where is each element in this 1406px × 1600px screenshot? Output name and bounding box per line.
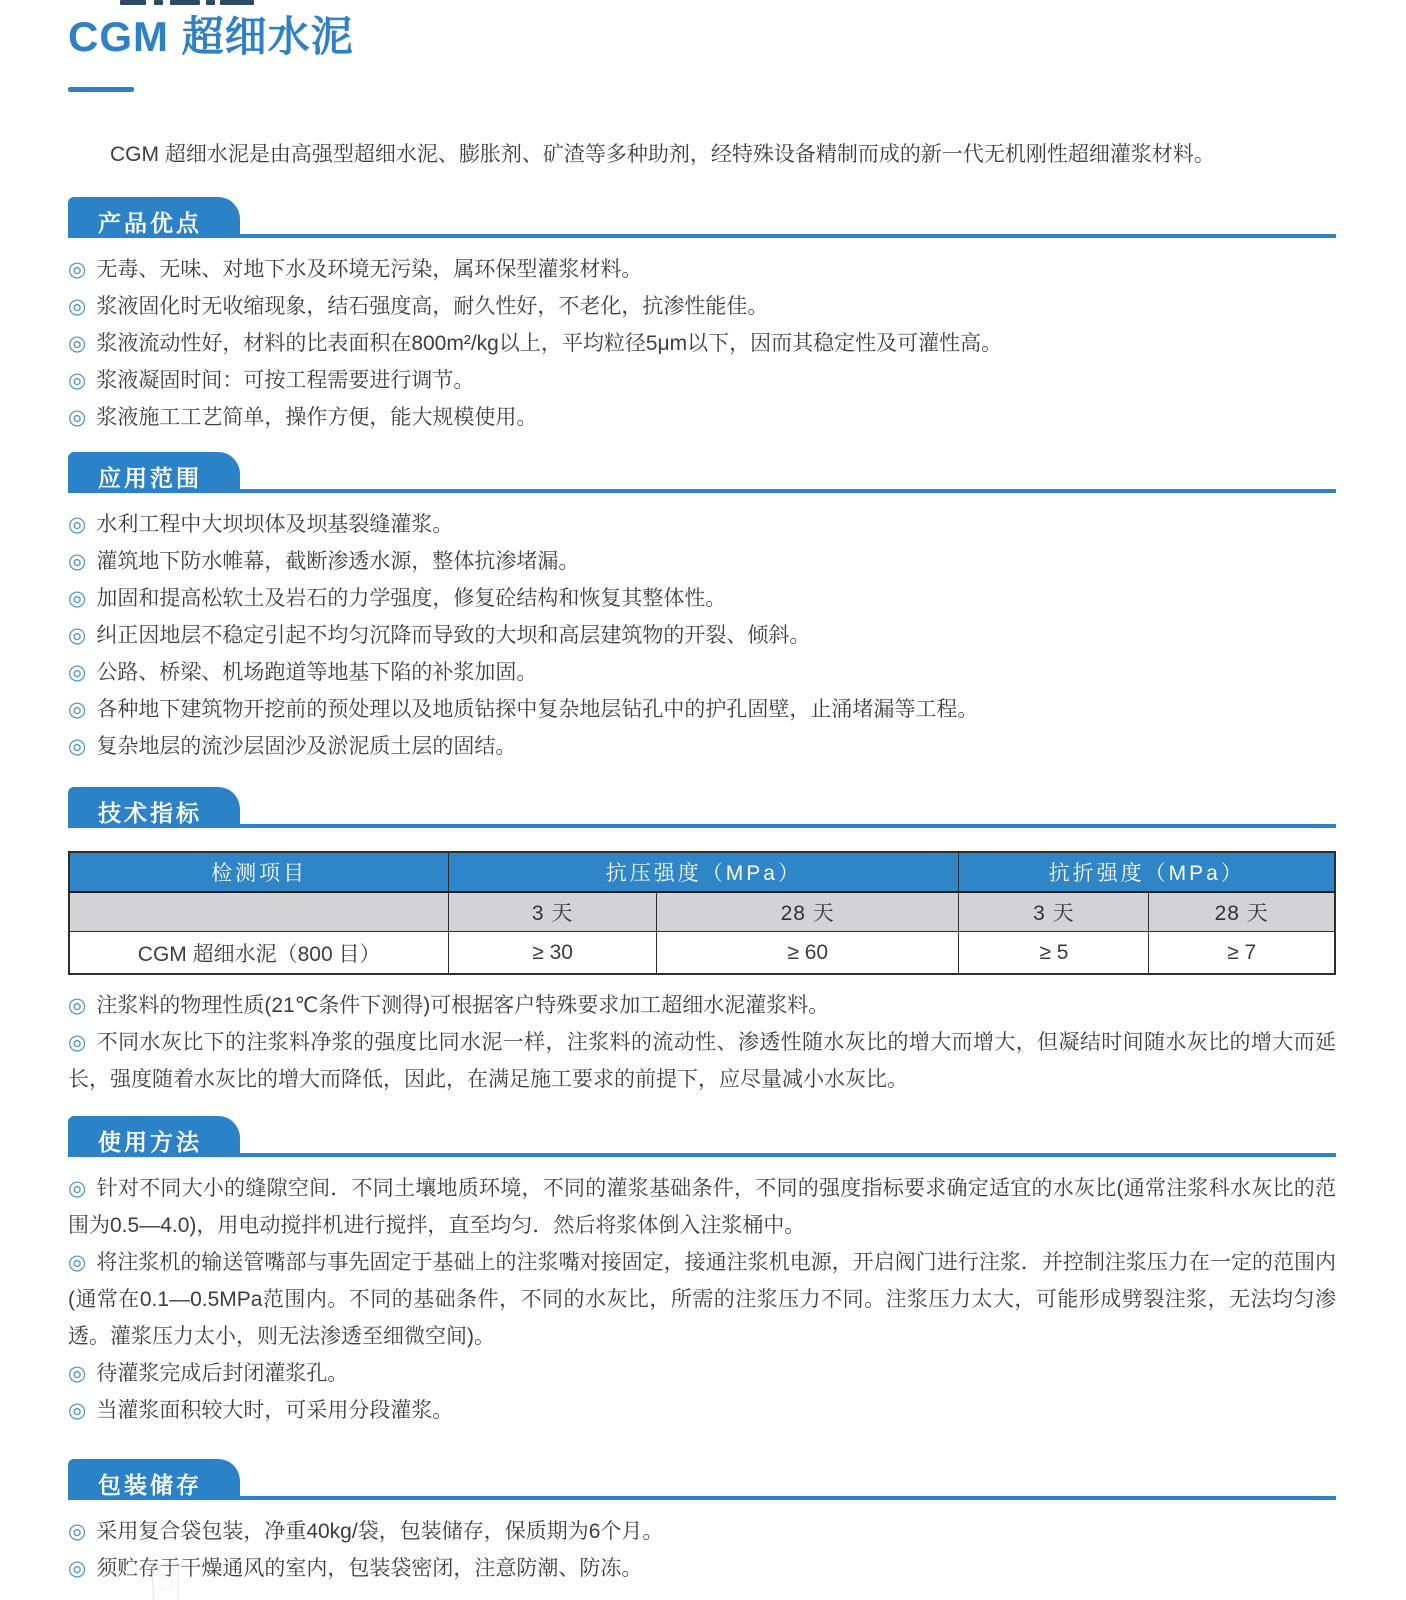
list-item-text: 须贮存于干燥通风的室内，包装袋密闭，注意防潮、防冻。 [96,1557,643,1580]
column-group-compressive: 抗压强度（MPa） [449,852,959,892]
double-circle-bullet-icon: ◎ [68,1177,87,1200]
list-item-text: 采用复合袋包装，净重40kg/袋，包装储存，保质期为6个月。 [96,1520,664,1543]
list-item-text: 浆液流动性好，材料的比表面积在800m²/kg以上，平均粒径5μm以下，因而其稳定性及可灌性高。 [96,332,1003,355]
double-circle-bullet-icon: ◎ [68,994,87,1017]
list-item-text: 浆液固化时无收缩现象，结石强度高，耐久性好，不老化，抗渗性能佳。 [96,295,769,318]
note-text: 注浆料的物理性质(21℃条件下测得)可根据客户特殊要求加工超细水泥灌浆料。 [96,994,830,1017]
double-circle-bullet-icon: ◎ [68,624,87,647]
list-item [68,1392,1336,1429]
list-item [68,399,1336,436]
double-circle-bullet-icon: ◎ [68,1031,87,1054]
section-usage-method [68,1116,1336,1429]
list-item-text: 无毒、无味、对地下水及环境无污染，属环保型灌浆材料。 [96,258,643,281]
subheader-cell: 3 天 [959,892,1149,932]
list-item [68,1244,1336,1355]
double-circle-bullet-icon: ◎ [68,1520,87,1543]
table-header-row [69,852,1335,892]
note-text: 不同水灰比下的注浆料净浆的强度比同水泥一样，注浆料的流动性、渗透性随水灰比的增大而增大，但凝结时间随水灰比的增大而延长，强度随着水灰比的增大而降低，因此，在满足施工要求的前提下，应尽量减小水灰比。 [68,1031,1336,1091]
double-circle-bullet-icon: ◎ [68,295,87,318]
column-group-flexural: 抗折强度（MPa） [959,852,1335,892]
list-item-text: 针对不同大小的缝隙空间．不同土壤地质环境，不同的灌浆基础条件，不同的强度指标要求确定适宜的水灰比(通常注浆科水灰比的范围为0.5—4.0)，用电动搅拌机进行搅拌，直至均匀．然后将浆体倒入注浆桶中。 [68,1177,1336,1237]
section-title-badge: 应用范围 [68,452,240,493]
list-item-text: 浆液施工工艺简单，操作方便，能大规模使用。 [96,406,538,429]
list-item-text: 水利工程中大坝坝体及坝基裂缝灌浆。 [96,513,454,536]
list-item [68,362,1336,399]
double-circle-bullet-icon: ◎ [68,1557,87,1580]
value-cell: ≥ 5 [959,932,1149,975]
section-product-advantages [68,197,1336,436]
list-item [68,1550,1336,1587]
list-item [68,1170,1336,1244]
value-cell: ≥ 7 [1149,932,1335,975]
subheader-empty-cell [69,892,449,932]
double-circle-bullet-icon: ◎ [68,1362,87,1385]
list-item-text: 待灌浆完成后封闭灌浆孔。 [96,1362,349,1385]
applications-list [68,506,1336,765]
double-circle-bullet-icon: ◎ [68,661,87,684]
section-header [68,787,1336,828]
spec-notes [68,987,1336,1098]
list-item [68,617,1336,654]
double-circle-bullet-icon: ◎ [68,735,87,758]
list-item-text: 各种地下建筑物开挖前的预处理以及地质钻探中复杂地层钻孔中的护孔固壁，止涌堵漏等工程。 [96,698,979,721]
section-rule [68,824,1336,828]
list-item [68,325,1336,362]
table-data-row [69,932,1335,975]
section-title-badge: 使用方法 [68,1116,240,1157]
subheader-cell: 3 天 [449,892,657,932]
cement-bag-outline-icon [138,1558,192,1600]
section-application-range [68,452,1336,765]
list-item-text: 将注浆机的输送管嘴部与事先固定于基础上的注浆嘴对接固定，接通注浆机电源，开启阀门进行注浆．并控制注浆压力在一定的范围内(通常在0.1—0.5MPa范围内。不同的基础条件，不同的水灰比，所需的注浆压力不同。注浆压力太大，可能形成劈裂注浆，无法均匀渗透。灌浆压力太小，则无法渗透至细微空间)。 [68,1251,1336,1348]
section-rule [68,234,1336,238]
section-header [68,452,1336,493]
double-circle-bullet-icon: ◎ [68,698,87,721]
section-header [68,1116,1336,1157]
value-cell: ≥ 30 [449,932,657,975]
double-circle-bullet-icon: ◎ [68,587,87,610]
section-rule [68,1153,1336,1157]
list-item-text: 灌筑地下防水帷幕，截断渗透水源，整体抗渗堵漏。 [96,550,580,573]
section-rule [68,489,1336,493]
usage-list [68,1170,1336,1429]
double-circle-bullet-icon: ◎ [68,1399,87,1422]
value-cell: ≥ 60 [656,932,959,975]
section-header [68,1459,1336,1500]
title-underline [68,87,134,92]
list-item [68,654,1336,691]
note-item [68,987,1336,1024]
subheader-cell: 28 天 [656,892,959,932]
list-item [68,1355,1336,1392]
list-item-text: 复杂地层的流沙层固沙及淤泥质土层的固结。 [96,735,517,758]
spec-table [68,851,1336,975]
list-item [68,251,1336,288]
list-item [68,691,1336,728]
section-title-badge: 技术指标 [68,787,240,828]
double-circle-bullet-icon: ◎ [68,513,87,536]
section-title-badge: 产品优点 [68,197,240,238]
advantages-list [68,251,1336,436]
list-item [68,506,1336,543]
double-circle-bullet-icon: ◎ [68,369,87,392]
product-name-cell: CGM 超细水泥（800 目） [69,932,449,975]
list-item-text: 当灌浆面积较大时，可采用分段灌浆。 [96,1399,454,1422]
section-packaging-storage [68,1459,1336,1587]
subheader-cell: 28 天 [1149,892,1335,932]
list-item [68,580,1336,617]
list-item-text: 加固和提高松软土及岩石的力学强度，修复砼结构和恢复其整体性。 [96,587,727,610]
note-item [68,1024,1336,1098]
section-rule [68,1496,1336,1500]
intro-paragraph: CGM 超细水泥是由高强型超细水泥、膨胀剂、矿渣等多种助剂，经特殊设备精制而成的新一代无机刚性超细灌浆材料。 [110,143,1215,166]
page-title: CGM 超细水泥 [68,13,354,60]
packaging-list [68,1513,1336,1587]
double-circle-bullet-icon: ◎ [68,550,87,573]
column-header-item: 检测项目 [69,852,449,892]
double-circle-bullet-icon: ◎ [68,1251,87,1274]
list-item [68,543,1336,580]
list-item [68,1513,1336,1550]
list-item-text: 公路、桥梁、机场跑道等地基下陷的补浆加固。 [96,661,538,684]
section-technical-specs [68,787,1336,1098]
double-circle-bullet-icon: ◎ [68,258,87,281]
table-subheader-row [69,892,1335,932]
section-title-badge: 包装储存 [68,1459,240,1500]
list-item [68,288,1336,325]
double-circle-bullet-icon: ◎ [68,332,87,355]
double-circle-bullet-icon: ◎ [68,406,87,429]
section-header [68,197,1336,238]
list-item-text: 浆液凝固时间：可按工程需要进行调节。 [96,369,475,392]
list-item-text: 纠正因地层不稳定引起不均匀沉降而导致的大坝和高层建筑物的开裂、倾斜。 [96,624,811,647]
list-item [68,728,1336,765]
